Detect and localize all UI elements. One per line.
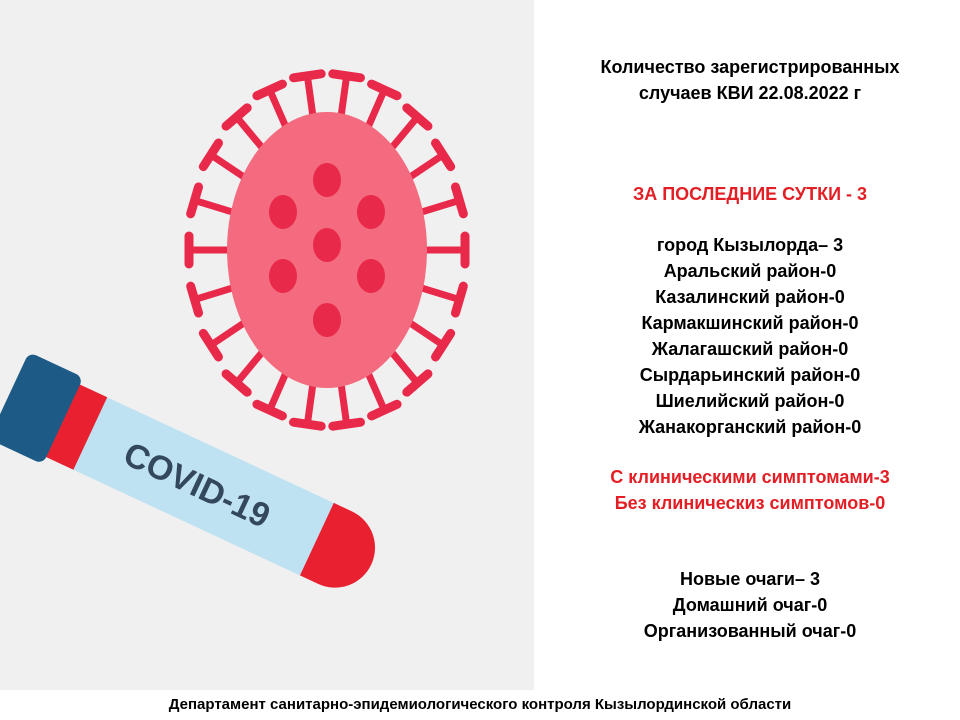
virus-spike-head (372, 84, 397, 96)
foci-line: Новые очаги– 3 (679, 569, 821, 589)
virus-spike (270, 90, 288, 131)
district-line: Казалинский район-0 (655, 287, 845, 307)
report-title-line-1: Количество зарегистрированных (600, 57, 900, 77)
virus-spike (407, 321, 443, 345)
test-tube-icon (0, 352, 392, 608)
district-line: Сырдарьинский район-0 (639, 365, 861, 385)
virus-spike (211, 321, 247, 345)
tube-label: COVID-19 (117, 435, 276, 536)
virus-spike (195, 200, 236, 213)
virus-spike (195, 287, 236, 300)
virus-spike-head (436, 143, 451, 167)
virus-spike (418, 200, 459, 213)
virus-spike-head (436, 333, 451, 357)
virus-spike (389, 117, 417, 151)
virus-spike-head (372, 404, 397, 416)
virus-spike-head (203, 143, 218, 167)
district-line: Шиелийский район-0 (655, 391, 845, 411)
district-line: Жанакорганский район-0 (638, 417, 862, 437)
with-symptoms: С клиническими симптомами-3 (610, 467, 890, 487)
virus-spike (211, 155, 247, 179)
district-line: Жалагашский район-0 (651, 339, 849, 359)
footer-department: Департамент санитарно-эпидемиологического контроля Кызылординской области (168, 696, 792, 713)
virus-icon (189, 74, 465, 426)
virus-spike-head (333, 422, 361, 426)
virus-spike-head (257, 84, 282, 96)
virus-spike-head (294, 422, 322, 426)
foci-line: Организованный очаг-0 (643, 621, 857, 641)
virus-dot (357, 259, 385, 293)
virus-dot (313, 228, 341, 262)
virus-spike-head (294, 74, 322, 78)
district-line: Аральский район-0 (663, 261, 837, 281)
virus-dot (313, 303, 341, 337)
virus-dot (313, 163, 341, 197)
virus-spike-head (203, 333, 218, 357)
virus-spike (237, 117, 265, 151)
virus-spike-head (257, 404, 282, 416)
virus-spike (407, 155, 443, 179)
virus-dot (269, 195, 297, 229)
virus-spike (366, 90, 384, 131)
virus-spike-head (455, 286, 463, 313)
virus-dot (357, 195, 385, 229)
virus-spike (237, 349, 265, 383)
foci-line: Домашний очаг-0 (672, 595, 828, 615)
virus-spike-head (333, 74, 361, 78)
district-line: Кармакшинский район-0 (641, 313, 859, 333)
virus-spike (366, 369, 384, 410)
virus-spike (389, 349, 417, 383)
virus-spike (418, 287, 459, 300)
virus-dot (269, 259, 297, 293)
virus-spike-head (191, 187, 199, 214)
virus-spike-head (191, 286, 199, 313)
report-panel (540, 0, 960, 690)
report-title-line-2: случаев КВИ 22.08.2022 г (638, 83, 862, 103)
district-line: город Кызылорда– 3 (656, 235, 844, 255)
virus-spike-head (455, 187, 463, 214)
last-day-total: ЗА ПОСЛЕДНИЕ СУТКИ - 3 (632, 184, 868, 204)
without-symptoms: Без клиническиз симптомов-0 (614, 493, 886, 513)
virus-spike (270, 369, 288, 410)
